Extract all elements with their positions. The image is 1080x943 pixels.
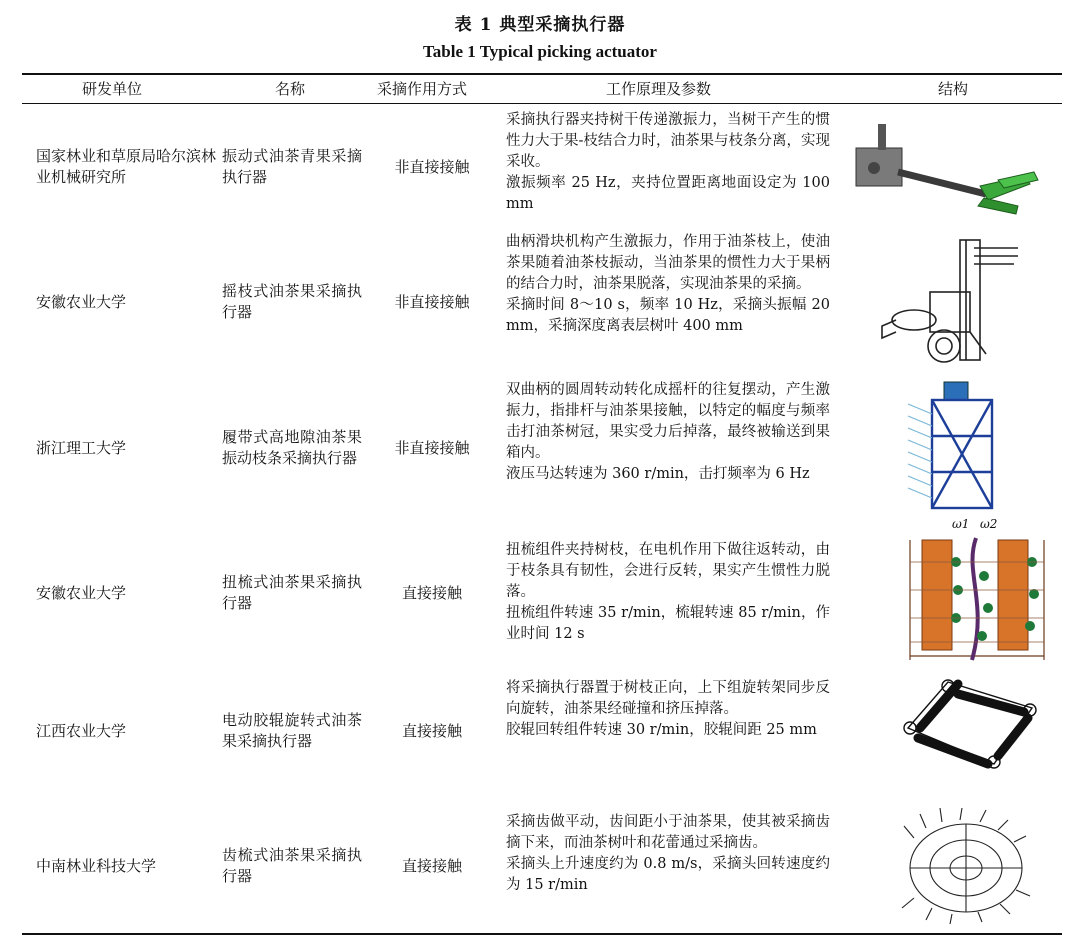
mode-cell: 非直接接触	[394, 438, 470, 457]
unit-cell: 国家林业和草原局哈尔滨林业机械研究所	[36, 147, 217, 186]
bottom-rule	[22, 933, 1062, 935]
principle-text: 采摘齿做平动，齿间距小于油茶果，使其被采摘齿摘下来，而油茶树叶和花蕾通过采摘齿。	[506, 814, 830, 851]
header-name: 名称	[275, 80, 306, 98]
table-title-en: Table 1 Typical picking actuator	[423, 42, 657, 61]
rubber-roller-icon	[848, 668, 1054, 788]
principle-cell	[506, 540, 830, 645]
name-cell: 齿梳式油茶果采摘执行器	[222, 846, 362, 885]
params-text: 采摘头上升速度约为 0.8 m/s，采摘头回转速度约为 15 r/min	[506, 856, 830, 893]
principle-text: 曲柄滑块机构产生激振力，作用于油茶枝上，使油茶果随着油茶枝振动，当油茶果的惯性力大于果柄的结合力时，油茶果脱落，实现油茶果的采摘。	[506, 234, 830, 292]
name-cell: 履带式高地隙油茶果振动枝条采摘执行器	[222, 428, 362, 467]
header-mode: 采摘作用方式	[377, 80, 468, 98]
mode-cell: 直接接触	[401, 721, 462, 740]
mode-cell: 直接接触	[401, 583, 462, 602]
unit-cell: 中南林业科技大学	[36, 856, 157, 875]
params-text: 液压马达转速为 360 r/min，击打频率为 6 Hz	[506, 466, 810, 482]
principle-text: 双曲柄的圆周转动转化成摇杆的往复摆动，产生激振力，指排杆与油茶果接触，以特定的幅度与频率击打油茶树冠，果实受力后掉落，最终被输送到果箱内。	[506, 382, 830, 461]
params-text: 采摘时间 8～10 s，频率 10 Hz，采摘头振幅 20 mm，采摘深度离表层树叶 400 mm	[506, 297, 830, 334]
omega-2-label: ω2	[980, 517, 998, 531]
unit-cell: 安徽农业大学	[36, 292, 127, 311]
unit-cell: 安徽农业大学	[36, 583, 127, 602]
mode-cell: 直接接触	[401, 856, 462, 875]
principle-cell	[506, 812, 830, 896]
header-principle: 工作原理及参数	[606, 80, 712, 98]
name-cell: 电动胶辊旋转式油茶果采摘执行器	[222, 711, 362, 750]
params-text: 激振频率 25 Hz，夹持位置距离地面设定为 100 mm	[506, 175, 830, 212]
header-unit: 研发单位	[82, 80, 143, 98]
principle-text: 将采摘执行器置于树枝正向，上下组旋转架同步反向旋转，油茶果经碰撞和挤压掉落。	[506, 680, 830, 717]
header-rule	[22, 103, 1062, 104]
principle-cell	[506, 110, 830, 215]
table-row	[22, 812, 1062, 932]
vibrating-gripper-icon	[848, 116, 1054, 220]
table-row	[22, 678, 1062, 798]
header-structure: 结构	[938, 80, 969, 98]
table-row	[22, 232, 1062, 372]
omega-1-label: ω1	[952, 517, 970, 531]
twin-comb-roller-icon	[848, 516, 1054, 666]
table-row	[22, 380, 1062, 516]
unit-cell: 浙江理工大学	[36, 438, 127, 457]
top-rule	[22, 73, 1062, 75]
principle-cell	[506, 380, 830, 485]
name-cell: 扭梳式油茶果采摘执行器	[222, 573, 362, 612]
params-text: 扭梳组件转速 35 r/min，梳辊转速 85 r/min，作业时间 12 s	[506, 605, 830, 642]
name-cell: 振动式油茶青果采摘执行器	[222, 147, 362, 186]
table-title-cn: 表 1 典型采摘执行器	[454, 15, 626, 35]
table-row	[22, 517, 1062, 664]
principle-text: 扭梳组件夹持树枝，在电机作用下做往返转动，由于枝条具有韧性，会进行反转，果实产生惯性力脱落。	[506, 542, 830, 600]
comb-frame-icon	[848, 380, 1054, 514]
principle-cell	[506, 232, 830, 337]
principle-cell	[506, 678, 830, 741]
name-cell: 摇枝式油茶果采摘执行器	[222, 282, 362, 321]
mode-cell: 非直接接触	[394, 292, 470, 311]
crank-slider-icon	[848, 234, 1054, 370]
table-row	[22, 110, 1062, 224]
params-text: 胶辊回转组件转速 30 r/min，胶辊间距 25 mm	[506, 722, 817, 738]
unit-cell: 江西农业大学	[36, 721, 127, 740]
principle-text: 采摘执行器夹持树干传递激振力，当树干产生的惯性力大于果-枝结合力时，油茶果与枝条分离，实现采收。	[506, 112, 830, 170]
tooth-comb-drum-icon	[848, 808, 1054, 924]
mode-cell: 非直接接触	[394, 157, 470, 176]
